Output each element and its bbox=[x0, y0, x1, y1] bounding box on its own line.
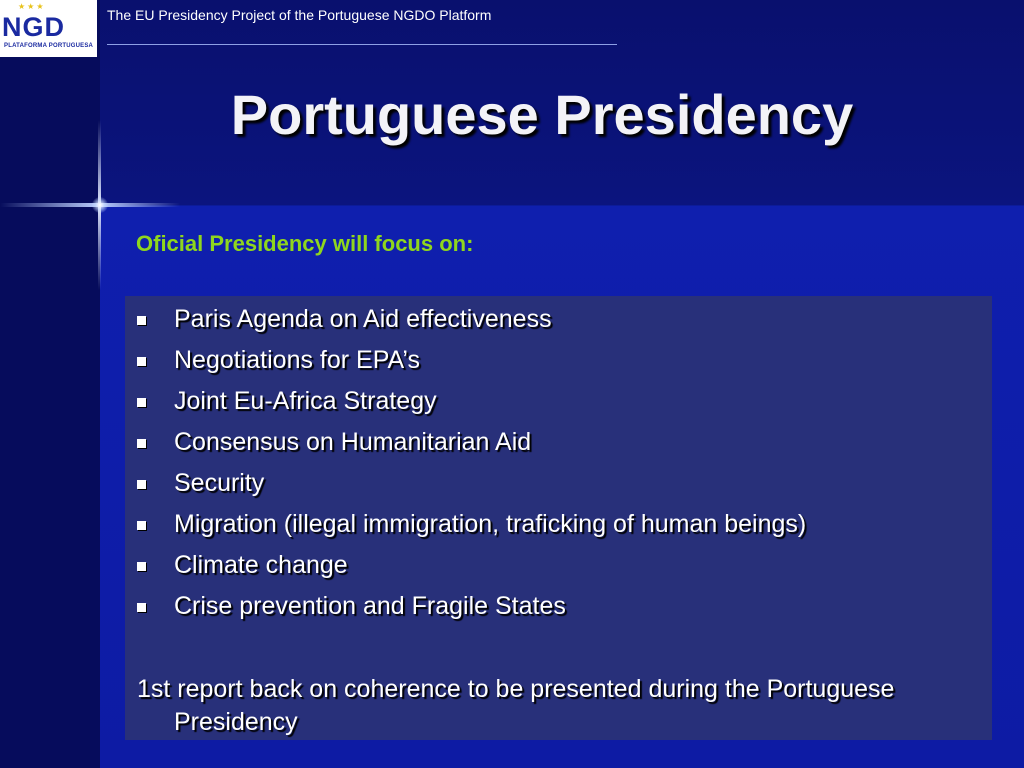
bullet-item: Climate change bbox=[137, 550, 806, 591]
bullet-list bbox=[137, 304, 806, 632]
eu-stars-icon: ★★★ bbox=[18, 2, 46, 11]
header-caption: The EU Presidency Project of the Portuguese NGDO Platform bbox=[107, 7, 492, 23]
square-bullet-icon bbox=[137, 316, 146, 325]
logo-text: NGD bbox=[2, 12, 65, 42]
bullet-item: Paris Agenda on Aid effectiveness bbox=[137, 304, 806, 345]
slide-title: Portuguese Presidency bbox=[230, 83, 854, 146]
ongd-logo bbox=[0, 0, 97, 57]
bullet-item: Negotiations for EPA’s bbox=[137, 345, 806, 386]
bullet-item: Consensus on Humanitarian Aid bbox=[137, 427, 806, 468]
bullet-item: Joint Eu-Africa Strategy bbox=[137, 386, 806, 427]
square-bullet-icon bbox=[137, 562, 146, 571]
square-bullet-icon bbox=[137, 439, 146, 448]
square-bullet-icon bbox=[137, 603, 146, 612]
logo-subtitle: PLATAFORMA PORTUGUESA bbox=[4, 43, 94, 49]
bullet-item: Crise prevention and Fragile States bbox=[137, 591, 806, 632]
header-divider bbox=[107, 44, 617, 45]
bullet-item: Migration (illegal immigration, traficking of human beings) bbox=[137, 509, 806, 550]
light-flare-horizontal bbox=[0, 203, 180, 207]
square-bullet-icon bbox=[137, 480, 146, 489]
square-bullet-icon bbox=[137, 521, 146, 530]
bullet-item: Security bbox=[137, 468, 806, 509]
square-bullet-icon bbox=[137, 398, 146, 407]
content-panel bbox=[125, 296, 992, 740]
light-flare-center bbox=[92, 197, 108, 213]
slide-subtitle: Oficial Presidency will focus on: bbox=[136, 231, 474, 256]
square-bullet-icon bbox=[137, 357, 146, 366]
coherence-note: 1st report back on coherence to be presented during the Portuguese Presidency bbox=[137, 675, 895, 736]
